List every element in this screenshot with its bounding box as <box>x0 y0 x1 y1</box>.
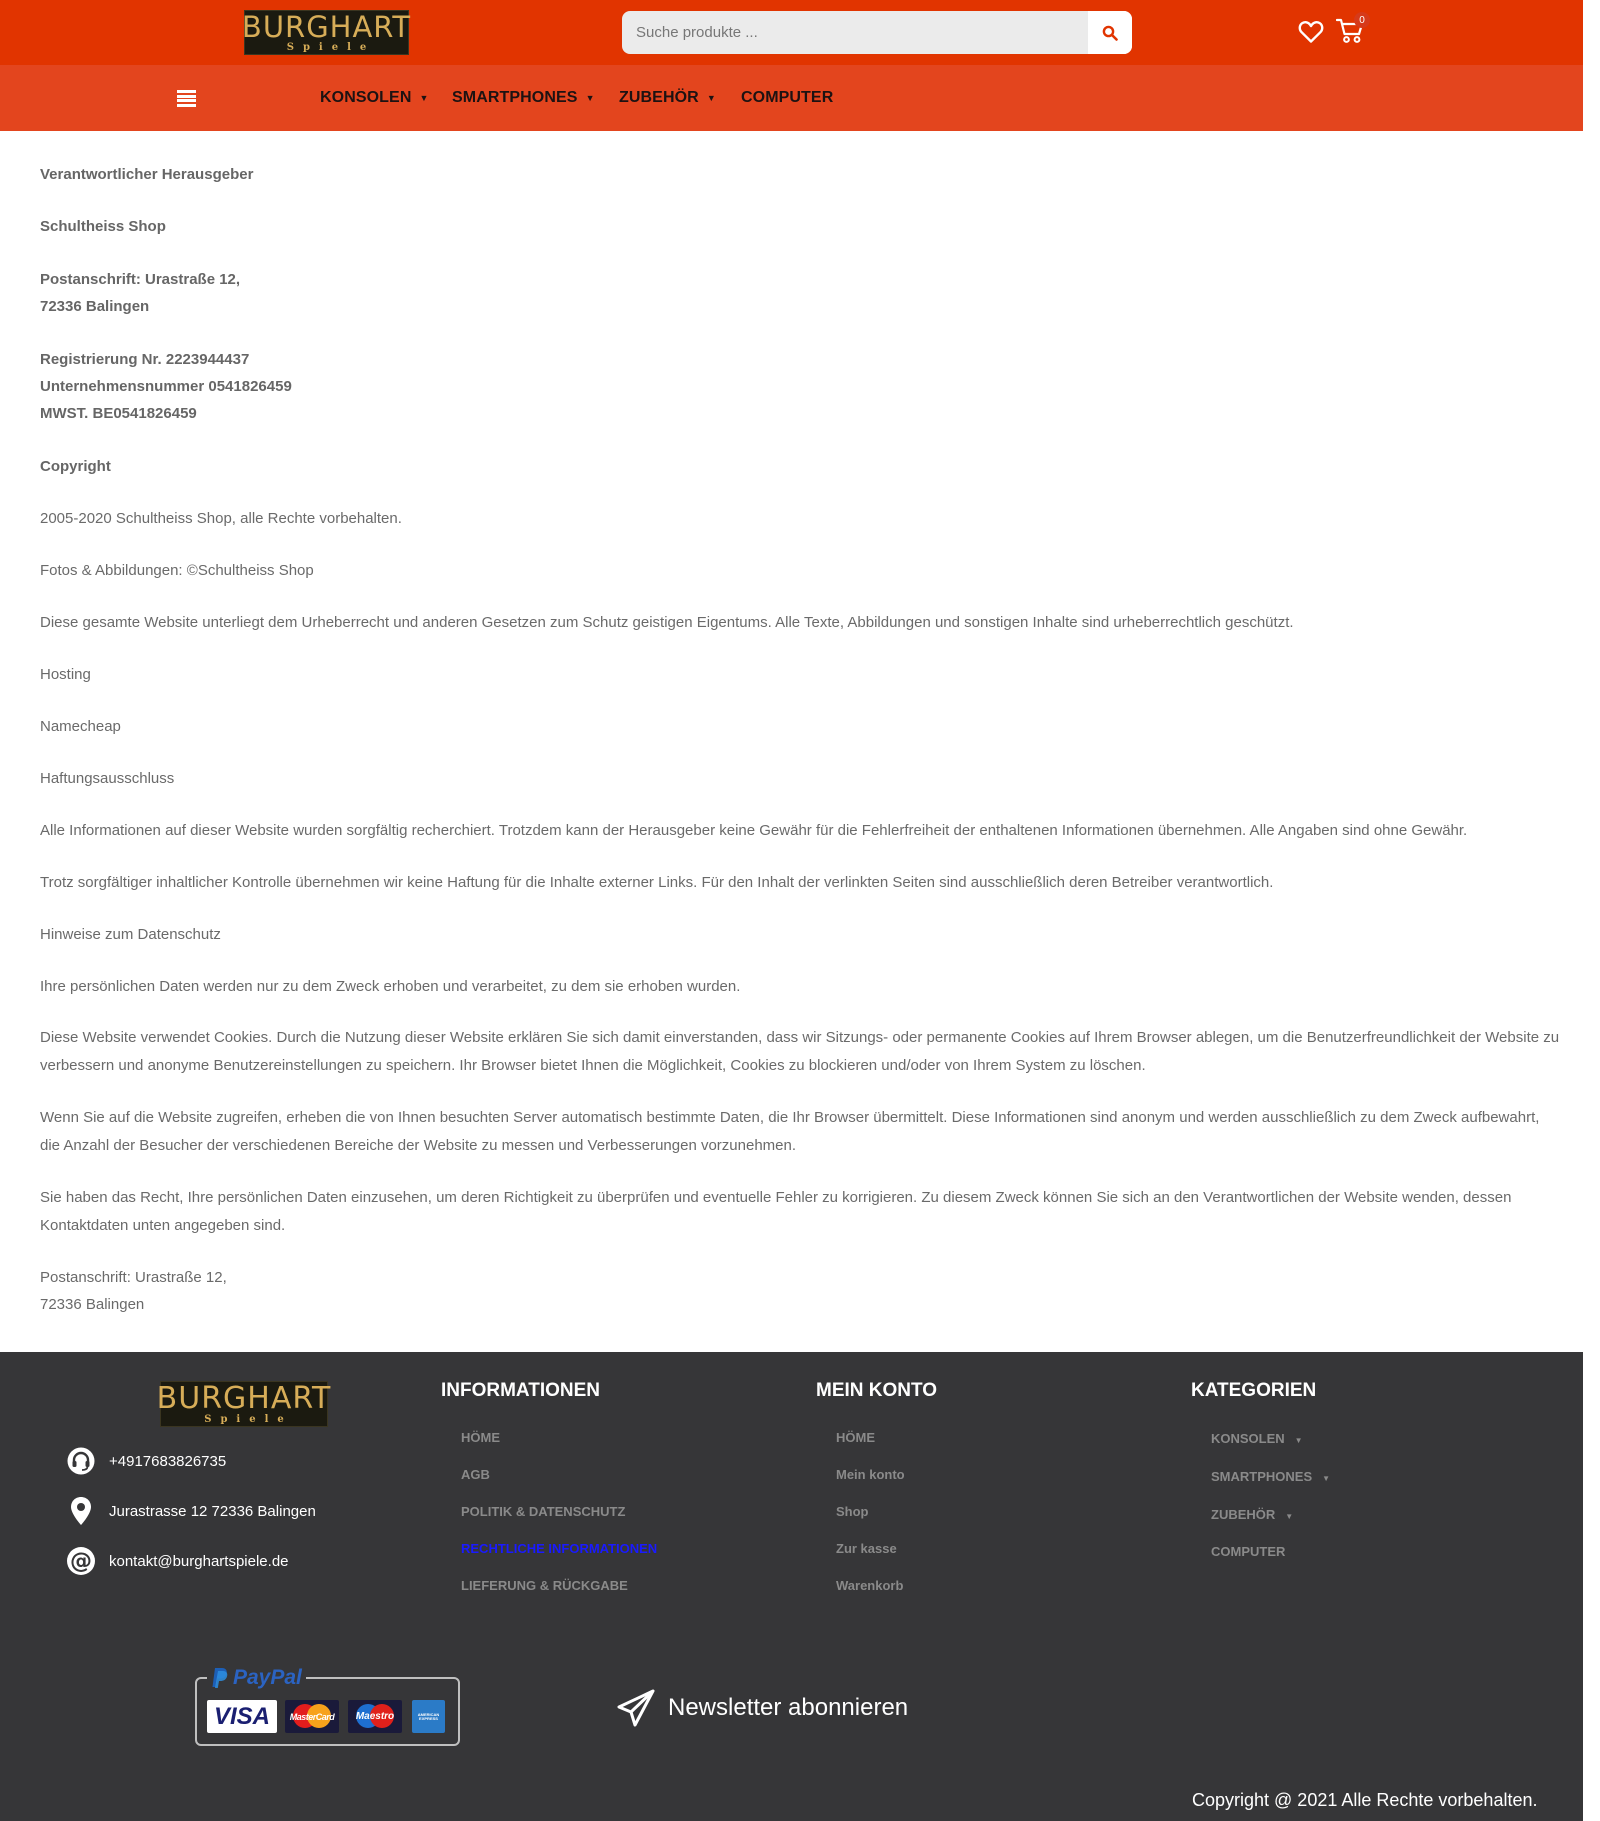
contact-phone[interactable] <box>66 1446 226 1476</box>
mein-konto-heading: MEIN KONTO <box>816 1380 938 1401</box>
hamburger-icon[interactable] <box>177 90 196 107</box>
kategorien-heading: KATEGORIEN <box>1191 1380 1317 1401</box>
location-pin-icon <box>69 1496 93 1526</box>
privacy-text: Ihre persönlichen Daten werden nur zu dem Zweck erhoben und verarbeitet, zu dem sie erhoben wurden. <box>40 978 741 995</box>
privacy-text: Sie haben das Recht, Ihre persönlichen Daten einzusehen, um deren Richtigkeit zu überprüfen und eventuelle Fehler zu korrigieren. Zu diesem Zweck können Sie sich an den Verantwortlichen der Website wenden, dessen <box>40 1189 1512 1206</box>
search-bar <box>622 11 1132 54</box>
vat-number: MWST. BE0541826459 <box>40 405 197 422</box>
footer-link-warenkorb[interactable]: Warenkorb <box>836 1578 904 1593</box>
visa-card-logo: VISA <box>207 1700 277 1733</box>
category-label: ZUBEHÖR <box>1211 1507 1276 1522</box>
nav-item-konsolen[interactable] <box>320 89 429 107</box>
hosting-provider: Namecheap <box>40 718 121 735</box>
category-label: SMARTPHONES <box>1211 1469 1313 1484</box>
privacy-heading: Hinweise zum Datenschutz <box>40 926 221 943</box>
paper-plane-icon <box>616 1688 656 1728</box>
search-input[interactable] <box>622 11 1088 54</box>
newsletter-link[interactable] <box>616 1688 908 1728</box>
address-line: 72336 Balingen <box>40 1296 145 1313</box>
hosting-heading: Hosting <box>40 666 91 683</box>
category-label: COMPUTER <box>1211 1544 1286 1559</box>
paypal-icon <box>211 1667 229 1689</box>
caret-down-icon: ▼ <box>1285 1512 1294 1521</box>
headset-icon <box>66 1446 96 1476</box>
nav-item-label: COMPUTER <box>741 89 834 106</box>
mastercard-logo <box>285 1700 339 1733</box>
svg-text:@: @ <box>70 1549 92 1574</box>
disclaimer-heading: Haftungsausschluss <box>40 770 175 787</box>
heart-icon[interactable] <box>1298 20 1324 44</box>
chevron-down-icon: ▼ <box>419 93 429 103</box>
mastercard-text: MasterCard <box>289 1711 335 1722</box>
logo-text: BURGHART <box>156 1380 332 1416</box>
phone-number: +4917683826735 <box>109 1452 227 1470</box>
footer-category-zubehoer[interactable] <box>1211 1507 1293 1522</box>
search-icon <box>1102 25 1118 41</box>
chevron-down-icon: ▼ <box>585 93 595 103</box>
logo-subtext: Spiele <box>286 41 376 53</box>
footer-link-mein-konto[interactable]: Mein konto <box>836 1467 905 1482</box>
category-label: KONSOLEN <box>1211 1431 1285 1446</box>
copyright-text: Copyright @ 2021 Alle Rechte vorbehalten. <box>1192 1790 1538 1810</box>
footer-link-lieferung[interactable]: LIEFERUNG & RÜCKGABE <box>461 1578 628 1593</box>
caret-down-icon: ▼ <box>1294 1436 1303 1445</box>
maestro-logo <box>348 1700 402 1733</box>
search-button[interactable] <box>1088 11 1132 54</box>
privacy-text: Kontaktdaten unten angegeben sind. <box>40 1217 286 1234</box>
nav-item-label: SMARTPHONES <box>452 89 578 106</box>
disclaimer-text: Trotz sorgfältiger inhaltlicher Kontrolle übernehmen wir keine Haftung für die Inhalte externer Links. Für den Inhalt der verlinkten Seiten sind ausschließlich deren Betreiber verantwortlich. <box>40 874 1274 891</box>
copyright-text: 2005-2020 Schultheiss Shop, alle Rechte vorbehalten. <box>40 510 402 527</box>
at-sign-icon <box>66 1546 96 1576</box>
nav-item-label: ZUBEHÖR <box>619 89 699 106</box>
nav-item-label: KONSOLEN <box>320 89 412 106</box>
address-line: Postanschrift: Urastraße 12, <box>40 1269 227 1286</box>
disclaimer-text: Alle Informationen auf dieser Website wurden sorgfältig recherchiert. Trotzdem kann der Herausgeber keine Gewähr für die Fehlerfreiheit der enthaltenen Informationen übernehmen. Alle Angaben sind ohne Gewähr. <box>40 822 1468 839</box>
copyright-notice: Diese gesamte Website unterliegt dem Urheberrecht und anderen Gesetzen zum Schutz geistigen Eigentums. Alle Texte, Abbildungen und sonstigen Inhalte sind urheberrechtlich geschützt. <box>40 614 1294 631</box>
footer-link-zur-kasse[interactable]: Zur kasse <box>836 1541 897 1556</box>
nav-item-computer[interactable] <box>741 89 833 107</box>
footer-category-konsolen[interactable] <box>1211 1431 1303 1446</box>
amex-logo: AMERICAN EXPRESS <box>412 1700 445 1733</box>
footer-link-rechtliche-informationen[interactable]: RECHTLICHE INFORMATIONEN <box>461 1541 658 1556</box>
logo-text: BURGHART <box>241 9 412 44</box>
footer-link-shop[interactable]: Shop <box>836 1504 869 1519</box>
footer-logo[interactable] <box>156 1380 332 1427</box>
publisher-heading: Verantwortlicher Herausgeber <box>40 166 254 183</box>
privacy-text: die Anzahl der Besucher der verschiedenen Bereiche der Website zu messen und Verbesserungen vorzunehmen. <box>40 1137 797 1154</box>
footer-category-smartphones[interactable] <box>1211 1469 1330 1484</box>
nav-item-zubehoer[interactable] <box>619 89 716 107</box>
address-line: 72336 Balingen <box>40 298 150 315</box>
registration-number: Registrierung Nr. 2223944437 <box>40 351 250 368</box>
nav-item-smartphones[interactable] <box>452 89 595 107</box>
footer-link-home[interactable]: HÖME <box>836 1430 875 1445</box>
maestro-text: Maestro <box>355 1711 395 1722</box>
footer-link-home[interactable]: HÖME <box>461 1430 500 1445</box>
address-line: Postanschrift: Urastraße 12, <box>40 271 241 288</box>
chevron-down-icon: ▼ <box>706 93 716 103</box>
shop-name: Schultheiss Shop <box>40 218 166 235</box>
email-address: kontakt@burghartspiele.de <box>109 1552 289 1570</box>
logo-subtext: Spiele <box>204 1413 293 1425</box>
photos-credit: Fotos & Abbildungen: ©Schultheiss Shop <box>40 562 314 579</box>
address-text: Jurastrasse 12 72336 Balingen <box>109 1502 316 1520</box>
contact-address <box>66 1496 316 1526</box>
privacy-text: Diese Website verwendet Cookies. Durch die Nutzung dieser Website erklären Sie sich damit einverstanden, dass wir Sitzungs- oder permanente Cookies auf Ihrem Browser ablegen, um die Benutzerfreundlichkeit der Website zu <box>40 1029 1560 1046</box>
company-number: Unternehmensnummer 0541826459 <box>40 378 292 395</box>
paypal-logo <box>207 1666 306 1690</box>
newsletter-text: Newsletter abonnieren <box>668 1694 909 1721</box>
caret-down-icon: ▼ <box>1322 1474 1331 1483</box>
privacy-text: Wenn Sie auf die Website zugreifen, erheben die von Ihnen besuchten Server automatisch bestimmte Daten, die Ihr Browser übermittelt. Diese Informationen sind anonym und werden ausschließlich zu dem Zweck aufbewahrt, <box>40 1109 1540 1126</box>
privacy-text: verbessern und anonyme Benutzereinstellungen zu speichern. Ihr Browser bietet Ihnen die Möglichkeit, Cookies zu blockieren und/oder von Ihrem System zu löschen. <box>40 1057 1146 1074</box>
footer-link-agb[interactable]: AGB <box>461 1467 490 1482</box>
contact-email[interactable] <box>66 1546 289 1576</box>
cart-count-badge: 0 <box>1354 12 1370 28</box>
paypal-text: PayPal <box>233 1666 302 1689</box>
copyright-heading: Copyright <box>40 458 111 475</box>
informationen-heading: INFORMATIONEN <box>441 1380 601 1401</box>
footer-link-datenschutz[interactable]: POLITIK & DATENSCHUTZ <box>461 1504 626 1519</box>
site-logo[interactable] <box>241 9 412 55</box>
footer-category-computer[interactable] <box>1211 1544 1285 1559</box>
